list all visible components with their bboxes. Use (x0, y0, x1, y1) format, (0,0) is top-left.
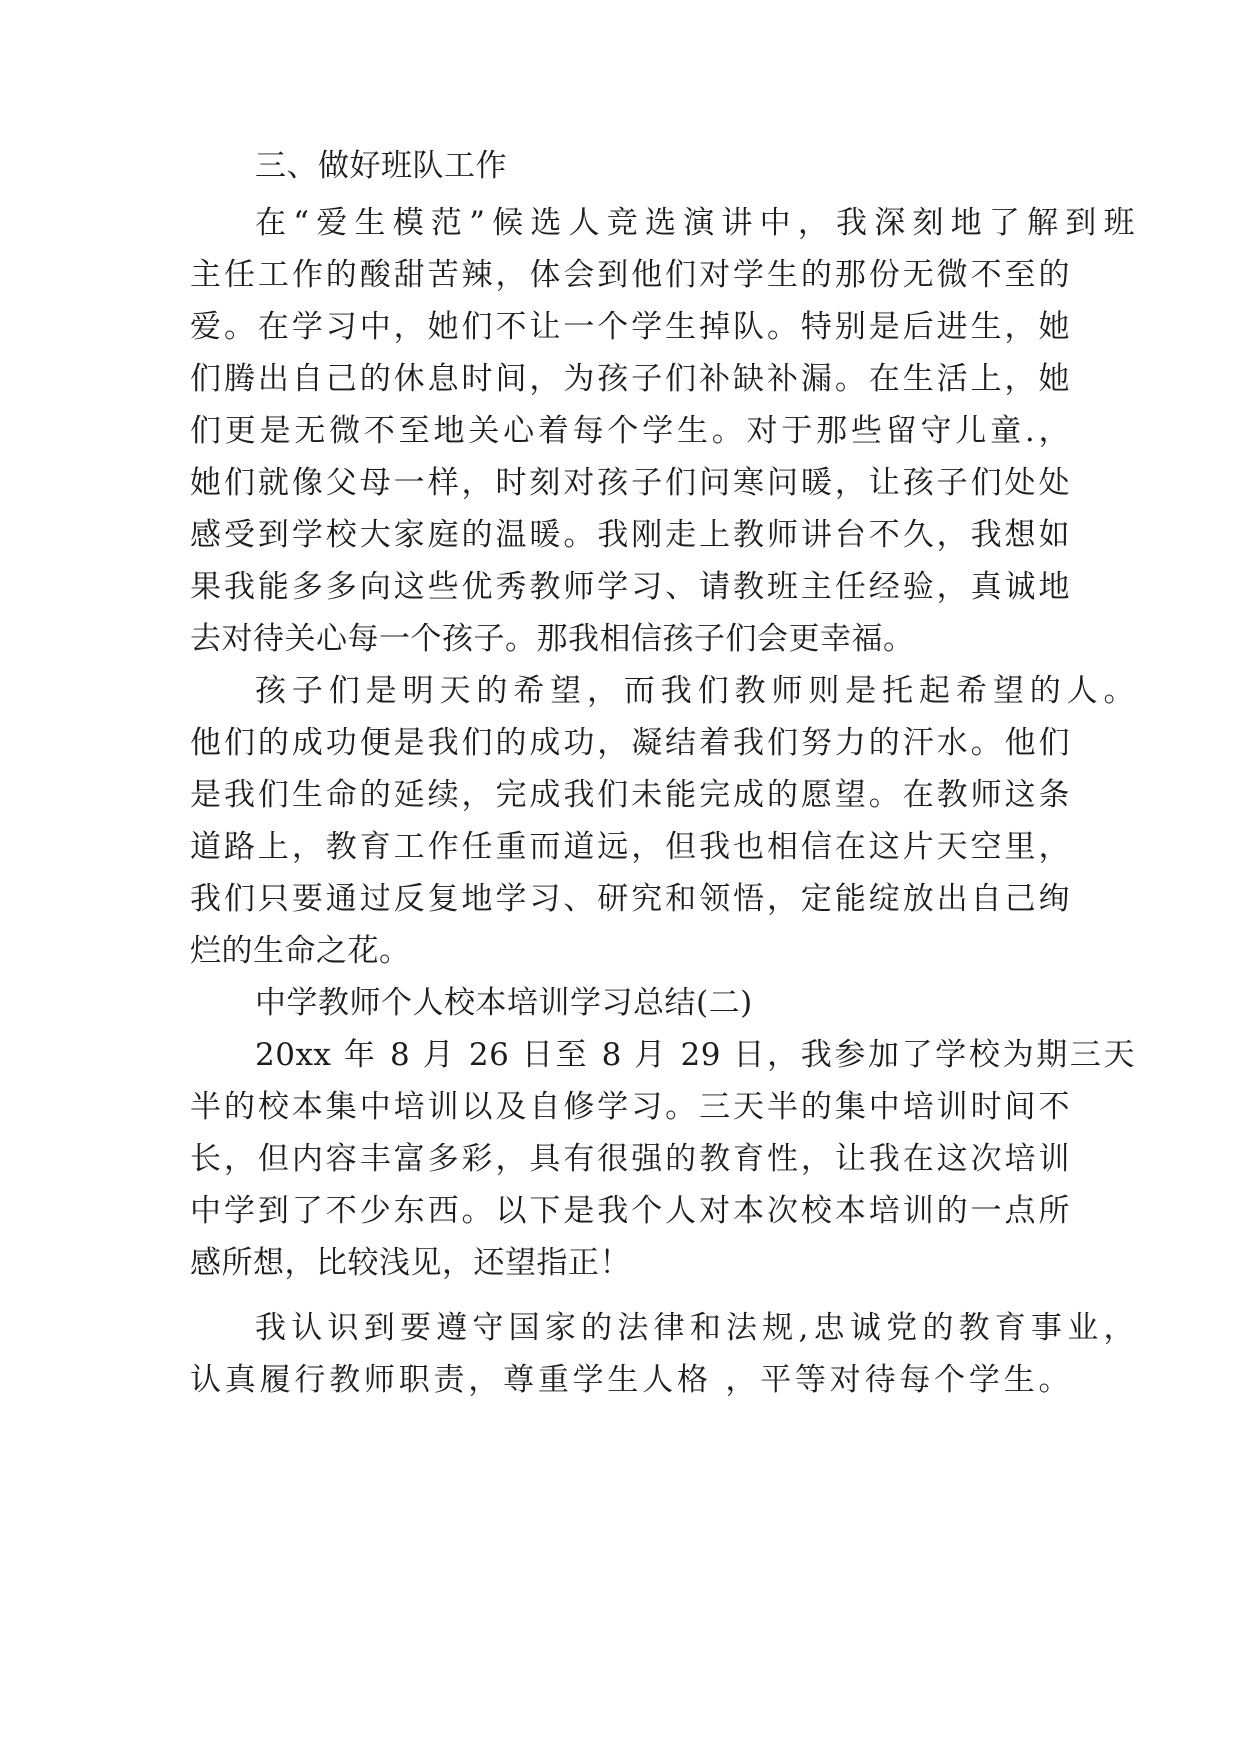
paragraph-line: 们更是无微不至地关心着每个学生。对于那些留守儿童.， (190, 413, 1070, 449)
paragraph-line: 去对待关心每一个孩子。那我相信孩子们会更幸福。 (190, 621, 915, 657)
paragraph-line: 我认识到要遵守国家的法律和法规,忠诚党的教育事业， (255, 1310, 1135, 1346)
paragraph-line: 长，但内容丰富多彩，具有很强的教育性，让我在这次培训 (190, 1141, 1070, 1177)
paragraph-line: 感受到学校大家庭的温暖。我刚走上教师讲台不久，我想如 (190, 517, 1070, 553)
paragraph-line: 20xx 年 8 月 26 日至 8 月 29 日，我参加了学校为期三天 (255, 1037, 1135, 1073)
paragraph-line: 他们的成功便是我们的成功，凝结着我们努力的汗水。他们 (190, 725, 1070, 761)
section-title: 中学教师个人校本培训学习总结(二) (255, 985, 753, 1021)
paragraph-line: 我们只要通过反复地学习、研究和领悟，定能绽放出自己绚 (190, 881, 1070, 917)
paragraph-line: 烂的生命之花。 (190, 933, 411, 969)
paragraph-line: 半的校本集中培训以及自修学习。三天半的集中培训时间不 (190, 1089, 1070, 1125)
paragraph-line: 在“爱生模范”候选人竞选演讲中，我深刻地了解到班 (255, 205, 1135, 241)
paragraph-line: 果我能多多向这些优秀教师学习、请教班主任经验，真诚地 (190, 569, 1070, 605)
paragraph-line: 爱。在学习中，她们不让一个学生掉队。特别是后进生，她 (190, 309, 1070, 345)
paragraph-line: 道路上，教育工作任重而道远，但我也相信在这片天空里， (190, 829, 1070, 865)
paragraph-line: 她们就像父母一样，时刻对孩子们问寒问暖，让孩子们处处 (190, 465, 1070, 501)
paragraph-line: 孩子们是明天的希望，而我们教师则是托起希望的人。 (255, 673, 1135, 709)
paragraph-line: 主任工作的酸甜苦辣，体会到他们对学生的那份无微不至的 (190, 257, 1070, 293)
paragraph-line: 中学到了不少东西。以下是我个人对本次校本培训的一点所 (190, 1193, 1070, 1229)
paragraph-line: 感所想，比较浅见，还望指正！ (190, 1245, 631, 1281)
paragraph-line: 认真履行教师职责，尊重学生人格 ，平等对待每个学生。 (190, 1362, 1070, 1398)
paragraph-line: 们腾出自己的休息时间，为孩子们补缺补漏。在生活上，她 (190, 361, 1070, 397)
section-heading: 三、做好班队工作 (255, 148, 507, 184)
paragraph-line: 是我们生命的延续，完成我们未能完成的愿望。在教师这条 (190, 777, 1070, 813)
